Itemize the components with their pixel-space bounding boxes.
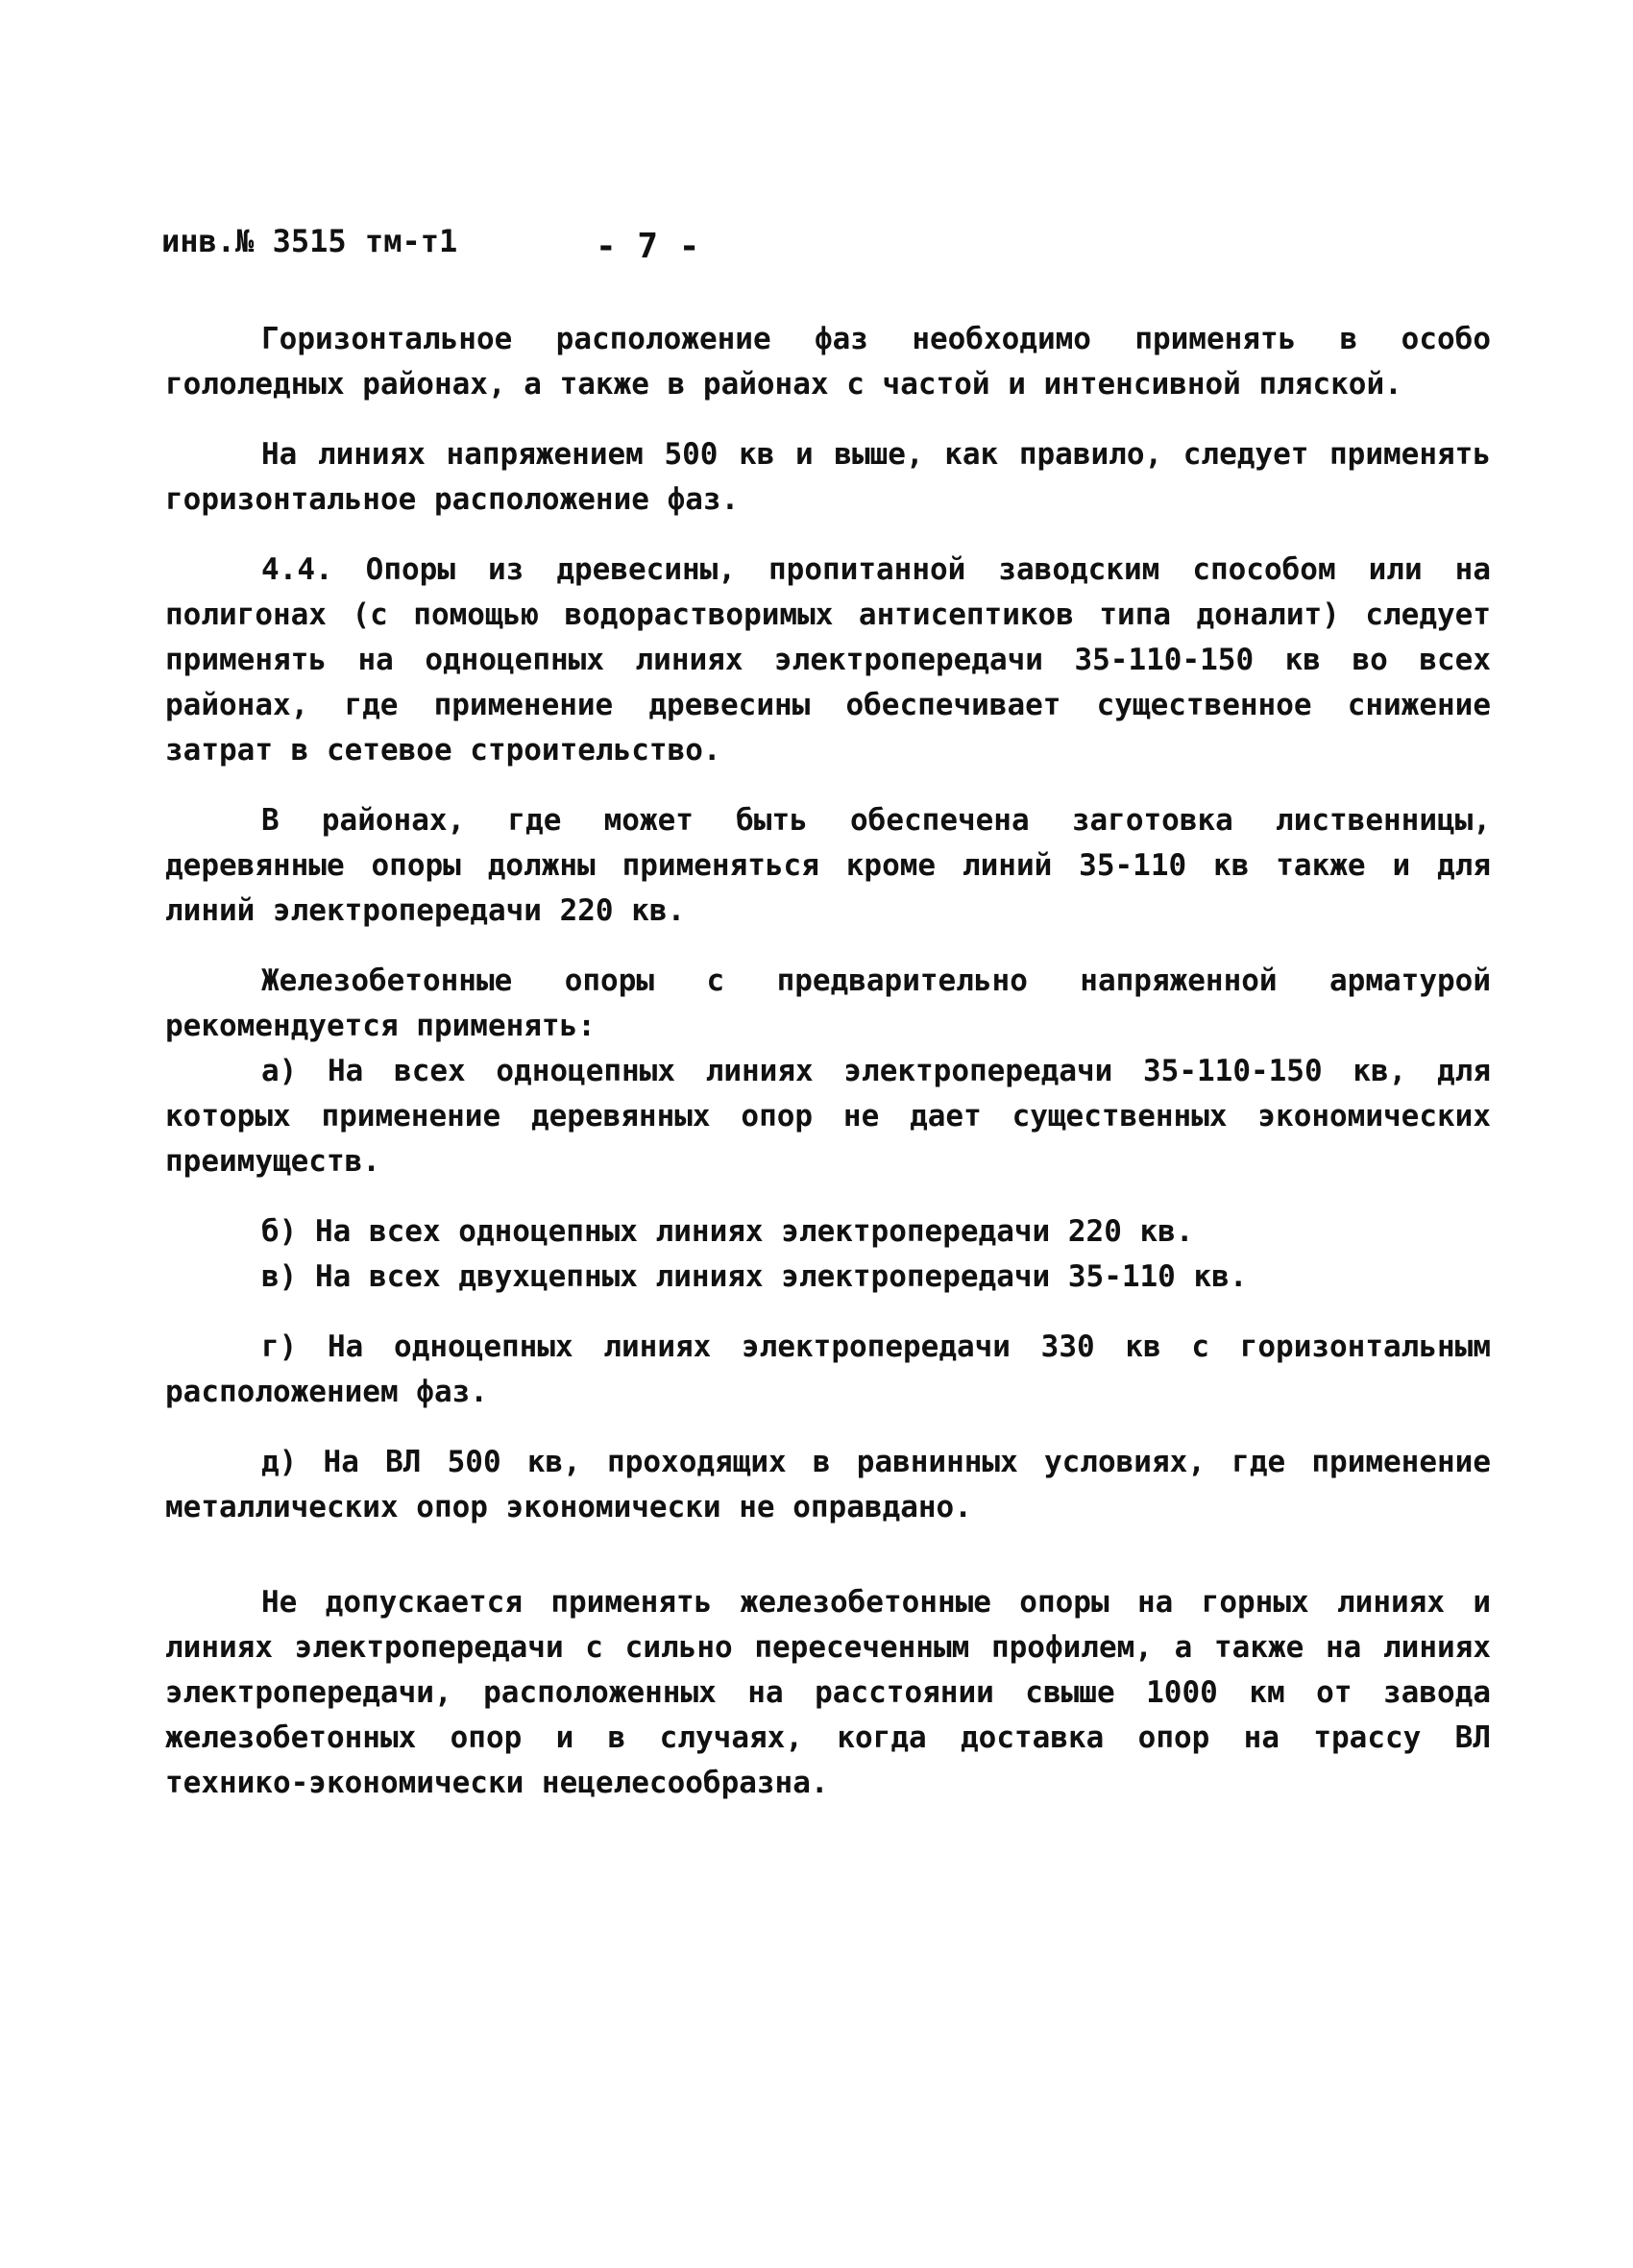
list-item-g: г) На одноцепных линиях электропередачи 330 кв с горизонтальным расположением фаз. bbox=[165, 1329, 1491, 1409]
paragraph-4-4-wood-supports: 4.4. Опоры из древесины, пропитанной заводским способом или на полигонах (с помощью водорастворимых антисептиков типа доналит) следует применять на одноцепных линиях электропередачи 35-110-150 кв во всех районах, где применение древесины обеспечивает существенное снижение затрат в сетевое строительство. bbox=[165, 552, 1491, 768]
paragraph-500kv-lines: На линиях напряжением 500 кв и выше, как правило, следует применять горизонтальное расположение фаз. bbox=[165, 437, 1491, 517]
paragraph-larch-regions: В районах, где может быть обеспечена заготовка лиственницы, деревянные опоры должны применяться кроме линий 35-110 кв также и для линий электропередачи 220 кв. bbox=[165, 803, 1491, 928]
page-number: - 7 - bbox=[596, 227, 700, 266]
paragraph-concrete-supports-intro: Железобетонные опоры с предварительно напряженной арматурой рекомендуется применять: bbox=[165, 963, 1491, 1043]
list-item-b: б) На всех одноцепных линиях электропередачи 220 кв. bbox=[261, 1214, 1194, 1249]
inventory-number: инв.№ 3515 тм-т1 bbox=[161, 223, 458, 259]
list-item-v: в) На всех двухцепных линиях электропередачи 35-110 кв. bbox=[261, 1259, 1248, 1294]
document-body bbox=[165, 317, 1491, 1806]
paragraph-not-allowed: Не допускается применять железобетонные опоры на горных линиях и линиях электропередачи с сильно пересеченным профилем, а также на линиях электропередачи, расположенных на расстоянии свыше 1000 км от завода железобетонных опор и в случаях, когда доставка опор на трассу ВЛ технико-экономически нецелесообразна. bbox=[165, 1585, 1491, 1800]
list-item-d: д) На ВЛ 500 кв, проходящих в равнинных условиях, где применение металлических опор экономически не оправдано. bbox=[165, 1445, 1491, 1524]
list-item-a: а) На всех одноцепных линиях электропередачи 35-110-150 кв, для которых применение деревянных опор не дает существенных экономических преимуществ. bbox=[165, 1054, 1491, 1179]
paragraph-horizontal-phases: Горизонтальное расположение фаз необходимо применять в особо гололедных районах, а также в районах с частой и интенсивной пляской. bbox=[165, 322, 1491, 402]
